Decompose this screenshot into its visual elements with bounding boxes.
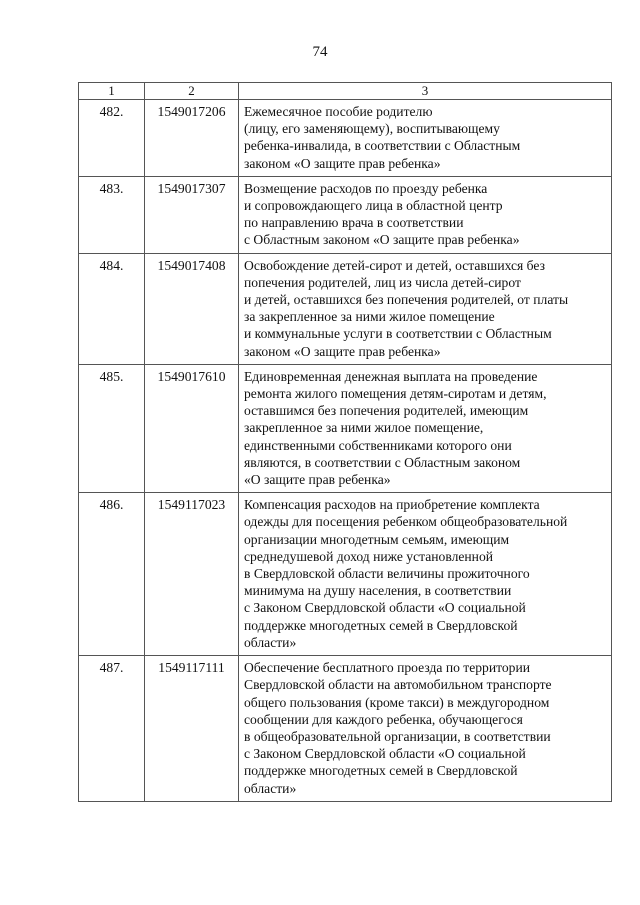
description-line: ребенка-инвалида, в соответствии с Областным	[244, 138, 521, 154]
budget-classification-table	[78, 82, 612, 802]
description-line: поддержке многодетных семей в Свердловской	[244, 617, 518, 633]
row-number: 483.	[79, 176, 145, 253]
table-row	[79, 253, 612, 364]
description-line: закрепленное за ними жилое помещение,	[244, 420, 484, 436]
description-line: и сопровождающего лица в областной центр	[244, 198, 503, 214]
row-number: 487.	[79, 656, 145, 802]
table-row	[79, 176, 612, 253]
description-line: попечения родителей, лиц из числа детей-сирот	[244, 274, 521, 290]
description-line: являются, в соответствии с Областным законом	[244, 454, 521, 470]
expense-description	[239, 253, 612, 364]
expense-description	[239, 364, 612, 492]
description-line: «О защите прав ребенка»	[244, 472, 391, 488]
description-line: за закрепленное за ними жилое помещение	[244, 309, 495, 325]
description-line: единственными собственниками которого они	[244, 437, 512, 453]
description-line: в общеобразовательной организации, в соответствии	[244, 728, 551, 744]
classification-code: 1549017206	[145, 100, 239, 177]
table-body	[79, 100, 612, 802]
description-line: Компенсация расходов на приобретение комплекта	[244, 497, 540, 513]
description-line: Свердловской области на автомобильном транспорте	[244, 677, 552, 693]
table-row	[79, 364, 612, 492]
classification-code: 1549017307	[145, 176, 239, 253]
expense-description	[239, 176, 612, 253]
description-line: Возмещение расходов по проезду ребенка	[244, 180, 488, 196]
classification-code: 1549117023	[145, 493, 239, 656]
description-line: Ежемесячное пособие родителю	[244, 104, 433, 119]
expense-description	[239, 493, 612, 656]
description-line: Единовременная денежная выплата на проведение	[244, 368, 538, 384]
table-row	[79, 100, 612, 177]
description-line: среднедушевой доход ниже установленной	[244, 548, 494, 564]
row-number: 485.	[79, 364, 145, 492]
expense-description	[239, 100, 612, 177]
classification-code: 1549017408	[145, 253, 239, 364]
description-line: сообщении для каждого ребенка, обучающегося	[244, 711, 523, 727]
column-header-2: 2	[145, 83, 239, 100]
description-line: и детей, оставшихся без попечения родителей, от платы	[244, 292, 569, 308]
expense-description	[239, 656, 612, 802]
description-line: Освобождение детей-сирот и детей, оставшихся без	[244, 257, 545, 273]
table-row	[79, 656, 612, 802]
description-line: минимума на душу населения, в соответствии	[244, 583, 512, 599]
description-line: поддержке многодетных семей в Свердловской	[244, 763, 518, 779]
description-line: и коммунальные услуги в соответствии с Областным	[244, 326, 552, 342]
classification-code: 1549117111	[145, 656, 239, 802]
row-number: 482.	[79, 100, 145, 177]
description-line: области»	[244, 634, 297, 650]
description-line: законом «О защите прав ребенка»	[244, 155, 441, 171]
description-line: с Областным законом «О защите прав ребенка»	[244, 232, 520, 248]
description-line: Обеспечение бесплатного проезда по территории	[244, 660, 531, 676]
description-line: организации многодетным семьям, имеющим	[244, 531, 510, 547]
description-line: по направлению врача в соответствии	[244, 215, 464, 231]
description-line: области»	[244, 780, 297, 796]
table-header-row	[79, 83, 612, 100]
description-line: в Свердловской области величины прожиточного	[244, 566, 530, 582]
description-line: одежды для посещения ребенком общеобразовательной	[244, 514, 568, 530]
description-line: оставшимся без попечения родителей, имеющим	[244, 403, 529, 419]
description-line: ремонта жилого помещения детям-сиротам и детям,	[244, 386, 547, 402]
classification-code: 1549017610	[145, 364, 239, 492]
description-line: общего пользования (кроме такси) в междугородном	[244, 694, 550, 710]
column-header-3: 3	[239, 83, 612, 100]
table-row	[79, 493, 612, 656]
description-line: законом «О защите прав ребенка»	[244, 343, 441, 359]
column-header-1: 1	[79, 83, 145, 100]
row-number: 486.	[79, 493, 145, 656]
description-line: (лицу, его заменяющему), воспитывающему	[244, 121, 500, 137]
page-number: 74	[312, 44, 328, 60]
description-line: с Законом Свердловской области «О социальной	[244, 600, 526, 616]
description-line: с Законом Свердловской области «О социальной	[244, 746, 526, 762]
row-number: 484.	[79, 253, 145, 364]
